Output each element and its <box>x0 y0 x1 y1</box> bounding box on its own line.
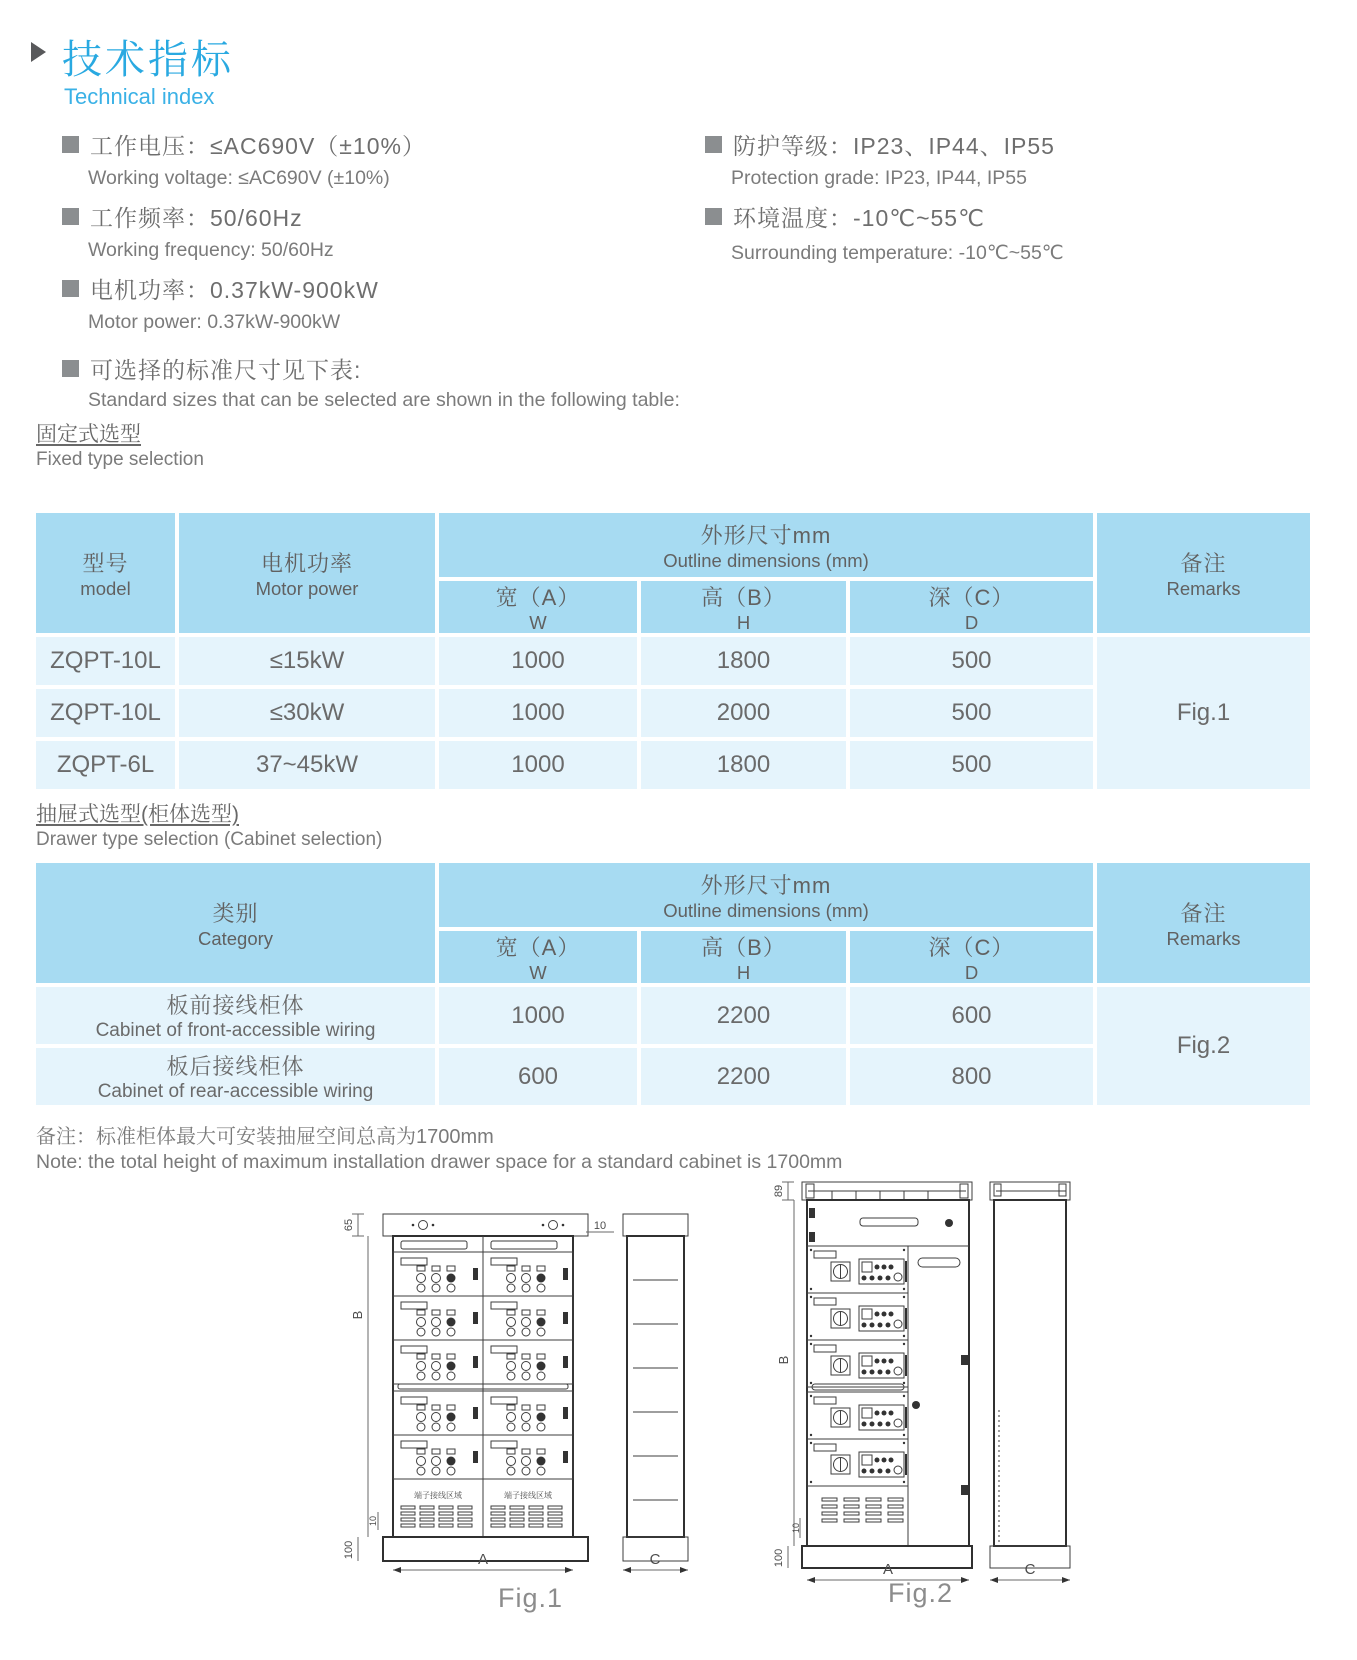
th-width <box>439 931 637 983</box>
th-depth-cn: 深（C） <box>928 934 1015 960</box>
cell-remark-fig2: Fig.2 <box>1097 987 1310 1105</box>
bullet-square-icon <box>705 136 722 153</box>
fig2-front-view <box>802 1182 972 1568</box>
fig2-side-view <box>990 1182 1070 1583</box>
spec-table-intro-en: Standard sizes that can be selected are shown in the following table: <box>88 389 680 411</box>
fig1-side-view <box>623 1214 688 1573</box>
th-model-cn: 型号 <box>82 550 129 576</box>
cell-width: 1000 <box>439 741 637 789</box>
th-height <box>641 581 846 633</box>
th-motor-power <box>179 513 435 633</box>
fig1-front-view <box>383 1214 588 1561</box>
drawer-type-caption-cn: 抽屉式选型(柜体选型) <box>36 803 239 826</box>
th-power-cn: 电机功率 <box>260 550 353 576</box>
th-dims-cn: 外形尺寸mm <box>700 872 832 898</box>
th-depth-cn: 深（C） <box>928 584 1015 610</box>
fig2-dim-base: 100 <box>773 1548 785 1568</box>
th-depth <box>850 931 1093 983</box>
th-category <box>36 863 435 983</box>
spec-working-frequency <box>62 200 303 233</box>
cell-category-cn: 板前接线柜体 <box>166 993 305 1018</box>
section-arrow-icon <box>31 42 46 62</box>
drawer-type-table <box>36 863 1310 1105</box>
cell-depth: 600 <box>850 987 1093 1044</box>
cell-category-en: Cabinet of rear-accessible wiring <box>97 1081 374 1102</box>
cell-power: 37~45kW <box>179 741 435 789</box>
th-outline-dimensions <box>439 863 1093 927</box>
th-height-cn: 高（B） <box>701 934 786 960</box>
cell-model: ZQPT-10L <box>36 637 175 685</box>
cell-model: ZQPT-6L <box>36 741 175 789</box>
fig1-dim-top: 65 <box>343 1218 355 1232</box>
th-width-en: W <box>529 961 547 983</box>
cell-category-cn: 板后接线柜体 <box>166 1054 305 1079</box>
th-remarks <box>1097 863 1310 983</box>
spec-protection-grade <box>705 128 1055 161</box>
fig2-drawing <box>722 1170 1072 1600</box>
cell-remark-fig1: Fig.1 <box>1097 637 1310 789</box>
th-category-en: Category <box>197 927 274 949</box>
fig1-dim-width: A <box>477 1551 489 1568</box>
spec-motor-power-en: Motor power: 0.37kW-900kW <box>88 311 341 333</box>
spec-text: 电机功率：0.37kW-900kW <box>90 277 379 303</box>
spec-protection-grade-en: Protection grade: IP23, IP44, IP55 <box>731 167 1027 189</box>
fig2-dim-top: 89 <box>773 1184 785 1198</box>
spec-text: 可选择的标准尺寸见下表: <box>90 357 362 383</box>
fig1-dim-base-small: 10 <box>368 1515 378 1527</box>
bullet-square-icon <box>62 280 79 297</box>
fig2-dimensions <box>773 1182 969 1583</box>
page-title: 技术指标 <box>62 38 234 82</box>
th-height-cn: 高（B） <box>701 584 786 610</box>
th-remarks-en: Remarks <box>1166 927 1241 949</box>
th-width-cn: 宽（A） <box>495 934 581 960</box>
fig2-dim-width: A <box>882 1561 894 1578</box>
cell-category <box>36 1048 435 1105</box>
cell-power: ≤15kW <box>179 637 435 685</box>
th-remarks-cn: 备注 <box>1180 900 1227 926</box>
th-depth <box>850 581 1093 633</box>
spec-motor-power <box>62 272 379 305</box>
fig1-caption: Fig.1 <box>498 1583 564 1613</box>
bullet-square-icon <box>62 136 79 153</box>
cell-height: 1800 <box>641 741 846 789</box>
cell-width: 600 <box>439 1048 637 1105</box>
spec-working-frequency-en: Working frequency: 50/60Hz <box>88 239 334 261</box>
bullet-square-icon <box>705 208 722 225</box>
cell-height: 2000 <box>641 689 846 737</box>
th-dims-en: Outline dimensions (mm) <box>663 549 869 571</box>
fig2-dim-height: B <box>776 1355 791 1365</box>
spec-text: 环境温度：-10℃~55℃ <box>733 205 985 231</box>
spec-text: 防护等级：IP23、IP44、IP55 <box>733 133 1055 159</box>
spec-surrounding-temperature-en: Surrounding temperature: -10℃~55℃ <box>731 242 1064 264</box>
th-model-en: model <box>80 577 131 599</box>
th-width <box>439 581 637 633</box>
th-height-en: H <box>736 611 751 633</box>
cell-model: ZQPT-10L <box>36 689 175 737</box>
fig1-drawing <box>338 1200 698 1620</box>
spec-surrounding-temperature <box>705 200 985 233</box>
th-category-cn: 类别 <box>212 900 259 926</box>
note-cn: 备注：标准柜体最大可安装抽屉空间总高为1700mm <box>36 1126 494 1148</box>
spec-text: 工作电压：≤AC690V（±10%） <box>90 133 426 159</box>
th-dims-en: Outline dimensions (mm) <box>663 899 869 921</box>
fixed-type-caption-en: Fixed type selection <box>36 449 204 470</box>
fig1-terminal-label: 端子接线区域 <box>414 1491 462 1500</box>
th-power-en: Motor power <box>255 577 359 599</box>
th-width-cn: 宽（A） <box>495 584 581 610</box>
cell-category <box>36 987 435 1044</box>
bullet-square-icon <box>62 360 79 377</box>
note-en: Note: the total height of maximum installation drawer space for a standard cabinet is 1700mm <box>36 1151 843 1173</box>
th-height-en: H <box>736 961 751 983</box>
spec-table-intro <box>62 352 361 385</box>
fig2-dim-base-small: 10 <box>791 1522 801 1534</box>
th-remarks-cn: 备注 <box>1180 550 1227 576</box>
cell-power: ≤30kW <box>179 689 435 737</box>
page-subtitle: Technical index <box>64 84 215 109</box>
fig1-dim-height: B <box>350 1310 365 1320</box>
cell-width: 1000 <box>439 637 637 685</box>
th-outline-dimensions <box>439 513 1093 577</box>
spec-working-voltage-en: Working voltage: ≤AC690V (±10%) <box>88 167 390 189</box>
cell-height: 2200 <box>641 1048 846 1105</box>
cell-height: 2200 <box>641 987 846 1044</box>
bullet-square-icon <box>62 208 79 225</box>
cell-width: 1000 <box>439 689 637 737</box>
cell-depth: 500 <box>850 637 1093 685</box>
fig1-dim-depth: C <box>649 1551 661 1568</box>
th-model <box>36 513 175 633</box>
th-remarks <box>1097 513 1310 633</box>
th-height <box>641 931 846 983</box>
fixed-type-table <box>36 513 1310 789</box>
th-remarks-en: Remarks <box>1166 577 1241 599</box>
drawer-type-caption-en: Drawer type selection (Cabinet selection) <box>36 829 383 850</box>
th-depth-en: D <box>964 611 979 633</box>
fig1-dim-top-right: 10 <box>593 1220 607 1232</box>
th-width-en: W <box>529 611 547 633</box>
th-depth-en: D <box>964 961 979 983</box>
fig1-dim-base: 100 <box>343 1540 355 1560</box>
fig1-terminal-label: 端子接线区域 <box>504 1491 552 1500</box>
spec-text: 工作频率：50/60Hz <box>90 205 303 231</box>
fig2-caption: Fig.2 <box>888 1578 954 1608</box>
fixed-type-caption-cn: 固定式选型 <box>36 423 141 446</box>
cell-height: 1800 <box>641 637 846 685</box>
th-dims-cn: 外形尺寸mm <box>700 522 832 548</box>
cell-category-en: Cabinet of front-accessible wiring <box>95 1020 376 1041</box>
cell-depth: 500 <box>850 689 1093 737</box>
fig2-dim-depth: C <box>1024 1561 1036 1578</box>
cell-depth: 500 <box>850 741 1093 789</box>
spec-working-voltage <box>62 128 426 161</box>
cell-depth: 800 <box>850 1048 1093 1105</box>
cell-width: 1000 <box>439 987 637 1044</box>
